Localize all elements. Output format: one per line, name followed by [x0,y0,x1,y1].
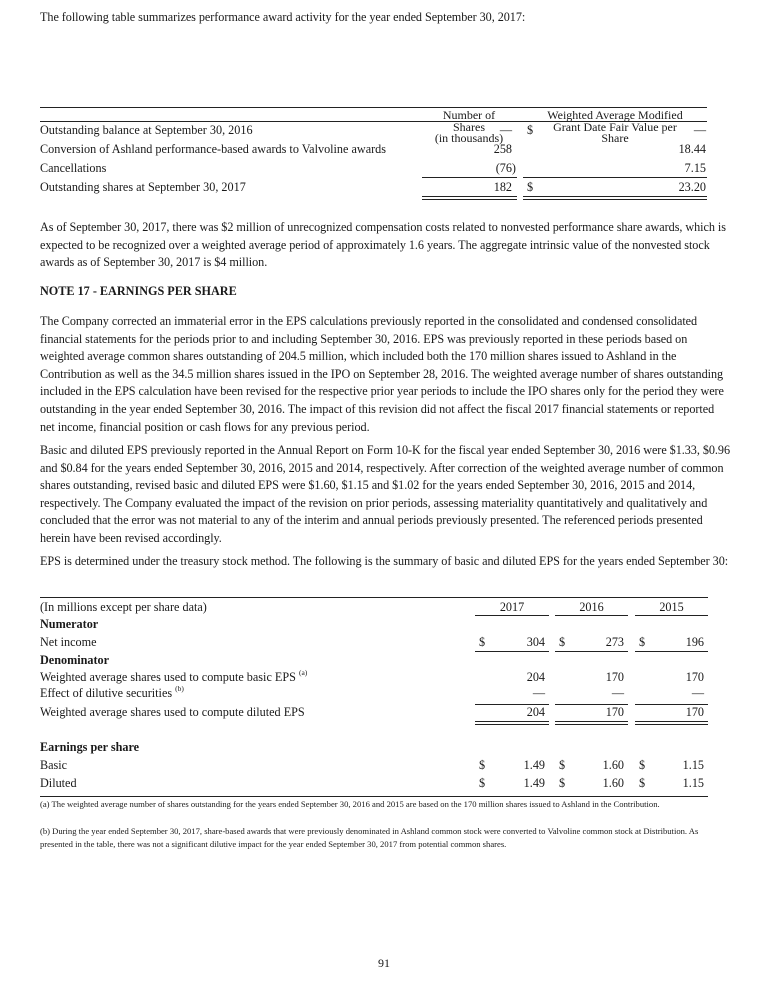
dilutive-2016: — [611,686,624,700]
denominator-label: Denominator [40,653,110,667]
year-underline [475,615,549,616]
table-bottom-rule [40,796,708,797]
header-line: Shares [453,119,485,134]
header-line: Weighted Average Modified [547,108,683,122]
basic-eps-2016: 1.60 [602,758,624,772]
basic-shares-2017: 204 [526,670,545,684]
dilutive-2015: — [691,686,704,700]
net-income-underline [475,651,549,652]
year-header: 2016 [579,600,604,614]
net-income-underline [635,651,708,652]
net-income-label: Net income [40,635,97,649]
fair-value: 7.15 [684,161,706,175]
row-label: Outstanding shares at September 30, 2017 [40,180,246,194]
shares-value: (76) [495,161,516,175]
dollar-sign: $ [527,180,534,194]
total-double-rule [523,196,707,200]
net-income-2017: 304 [526,635,545,649]
dilutive-text: Effect of dilutive securities [40,686,173,700]
shares-value: 258 [493,142,512,156]
header-line: (in thousands) [434,131,504,145]
dollar-sign: $ [479,776,486,790]
header-line: Share [601,131,629,145]
dollar-sign: $ [479,635,486,649]
basic-eps-2017: 1.49 [523,758,545,772]
table-top-rule [40,597,708,598]
basic-shares-2016: 170 [605,670,624,684]
row-label: Conversion of Ashland performance-based awards to Valvoline awards [40,142,387,156]
basic-eps-2015: 1.15 [682,758,704,772]
footnote-ref-b: (b) [175,684,184,693]
note-heading: NOTE 17 - EARNINGS PER SHARE [40,284,237,298]
basic-shares-label [40,670,307,685]
shares-value: 182 [493,180,512,194]
unrecognized-cost-paragraph: As of September 30, 2017, there was $2 million of unrecognized compensation costs related to nonvested performance share awards, which is expected to be recognized over a weighted average period of approximately 1.6 years. The aggregate intrinsic value of the nonvested stock awards as of September 30, 2017 is $4 million. [40,220,726,270]
dollar-sign: $ [639,635,646,649]
header-rule [40,121,707,122]
diluted-shares-label: Weighted average shares used to compute diluted EPS [40,705,305,719]
net-income-2015: 196 [685,635,704,649]
basic-shares-text: Weighted average shares used to compute basic EPS [40,670,296,684]
row-label: Cancellations [40,161,107,175]
dollar-sign: $ [479,758,486,772]
header-line: Grant Date Fair Value per [553,119,677,134]
dilutive-label [40,686,184,701]
fair-value: 23.20 [678,180,706,194]
basic-shares-2015: 170 [685,670,704,684]
table-caption: (In millions except per share data) [40,600,207,614]
diluted-shares-2015: 170 [685,705,704,719]
row-label: Outstanding balance at September 30, 2016 [40,123,253,137]
footnote-ref-a: (a) [298,668,308,677]
subtotal-rule [523,177,707,178]
dollar-sign: $ [527,123,534,137]
dollar-sign: $ [639,758,646,772]
year-header: 2015 [659,600,684,614]
footnote-b: (b) During the year ended September 30, 2017, share-based awards that were previously denominated in Ashland common stock were converted to Valvoline common stock at Distribution. As presented in the table, there was not a significant dilutive impact for the year ended September 30, 2017 from potential common shares. [40,826,699,850]
eps-section-label: Earnings per share [40,740,140,754]
header-line: Number of [442,108,496,122]
dollar-sign: $ [639,776,646,790]
dollar-sign: $ [559,758,566,772]
diluted-eps-label: Diluted [40,776,77,790]
net-income-2016: 273 [605,635,624,649]
diluted-shares-2017: 204 [526,705,545,719]
diluted-eps-2017: 1.49 [523,776,545,790]
total-double-rule [635,721,708,725]
fair-value: 18.44 [678,142,706,156]
correction-paragraph: The Company corrected an immaterial error in the EPS calculations previously reported in the consolidated and condensed consolidated financial statements for the periods prior to and including September 30, 2016. EPS was previously reported in these periods based on weighted average common shares outstanding of 204.5 million, which included both the 170 million shares issued to Ashland in the Contribution as well as the 34.5 million shares issued in the IPO on September 28, 2016. The weighted average number of shares outstanding included in the EPS calculation have been revised for the respective prior year periods to include the IPO shares only for the period they were outstanding in the year ended September 30, 2016. The impact of this revision did not affect the fiscal 2017 financial statements or reported net income, financial position or cash flows for any previous period. [40,314,724,434]
year-header: 2017 [499,600,525,614]
previous-eps-paragraph: Basic and diluted EPS previously reported in the Annual Report on Form 10-K for the fiscal year ended September 30, 2016 were $1.33, $0.96 and $0.84 for the years ended September 30, 2016, 2015 and 2014, respectively. After correction of the weighted average number of common shares outstanding, revised basic and diluted EPS were $1.60, $1.15 and $1.02 for the years ended September 30, 2016, 2015 and 2014, respectively. The Company evaluated the impact of the revision on prior periods, assessing materiality quantitatively and qualitatively and concluded that the error was not material to any of the interim and annual periods previously presented. The referenced periods presented herein have been revised accordingly. [40,443,731,545]
numerator-label: Numerator [40,617,99,631]
subtotal-rule [422,177,517,178]
diluted-shares-2016: 170 [605,705,624,719]
total-double-rule [555,721,628,725]
intro-text: The following table summarizes performance award activity for the year ended September 30, 2017: [40,10,526,24]
footnote-a: (a) The weighted average number of shares outstanding for the years ended September 30, 2016 and 2015 are based on the 170 million shares issued to Ashland in the Contribution. [40,799,660,809]
diluted-eps-2016: 1.60 [602,776,624,790]
total-double-rule [475,721,549,725]
shares-value: — [499,123,512,137]
diluted-eps-2015: 1.15 [682,776,704,790]
dilutive-2017: — [532,686,545,700]
net-income-underline [555,651,628,652]
dollar-sign: $ [559,635,566,649]
year-underline [635,615,708,616]
dollar-sign: $ [559,776,566,790]
page-number: 91 [378,956,390,970]
basic-eps-label: Basic [40,758,68,772]
treasury-method-paragraph: EPS is determined under the treasury stock method. The following is the summary of basic and diluted EPS for the years ended September 30: [40,554,729,568]
total-double-rule [422,196,517,200]
fair-value: — [693,123,706,137]
year-underline [555,615,628,616]
